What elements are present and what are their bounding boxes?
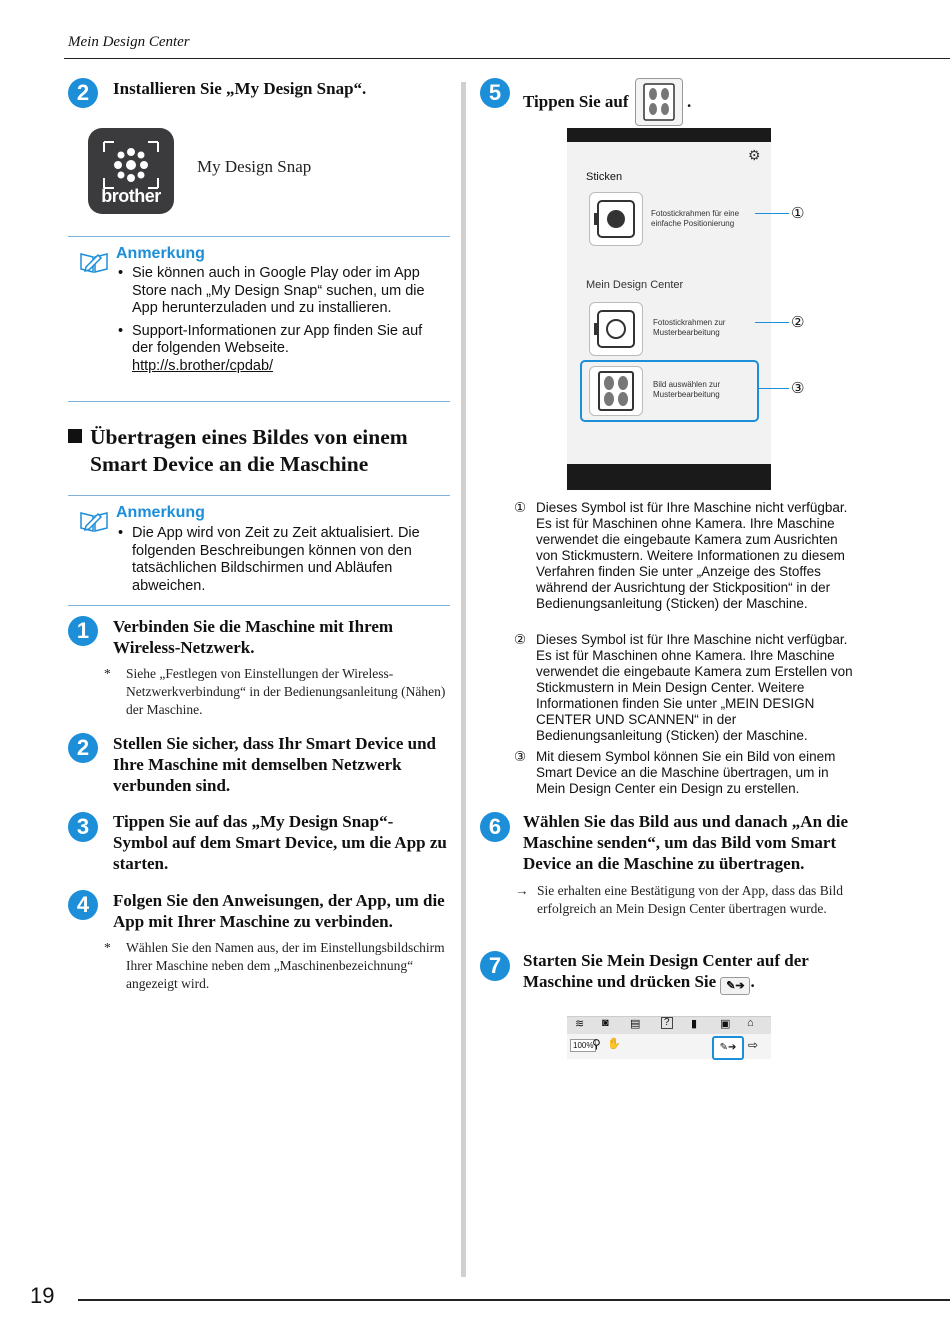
bobbin-icon[interactable]: ▮ [691, 1018, 698, 1030]
section-title-line2: Smart Device an die Maschine [90, 452, 369, 476]
item-label: Fotostickrahmen für eine einfache Positionierung [651, 209, 740, 228]
callout-line [755, 213, 789, 214]
note-title: Anmerkung [116, 245, 205, 262]
my-design-snap-app-icon[interactable] [88, 128, 174, 214]
arrow-mark: → [515, 883, 529, 898]
step-title: Tippen Sie auf das „My Design Snap“-Symbol auf dem Smart Device, um die App zu starten. [113, 812, 447, 873]
step-title: Verbinden Sie die Maschine mit Ihrem Wireless-Netzwerk. [113, 617, 394, 657]
search-icon[interactable]: ⚲ [592, 1037, 601, 1051]
note-box [68, 236, 450, 402]
legend-text: Dieses Symbol ist für Ihre Maschine nicht verfügbar. Es ist für Maschinen ohne Kamera. Ihre Maschine verwendet die eingebaute Kamera zum Erstellen von Stickmustern in Mein Design Center. Weitere Informationen finden Sie unter „MEIN DESIGN CENTER UND SCANNEN“ in der Bedienungsanleitung (Sticken) der Maschine. [536, 632, 853, 743]
step-subnote-text: Wählen Sie den Namen aus, der im Einstellungsbildschirm Ihrer Maschine neben dem „Maschinenbezeichnung“ angezeigt wird. [126, 940, 445, 991]
toolbar-top-row [567, 1017, 771, 1034]
app-name: My Design Snap [197, 157, 312, 176]
section-label-sticken: Sticken [586, 171, 623, 183]
support-link[interactable]: http://s.brother/cpdab/ [132, 357, 274, 374]
step-title-text: Starten Sie Mein Design Center auf der Maschine und drücken Sie [523, 951, 809, 991]
legend-number: ① [514, 500, 527, 515]
zoom-level[interactable]: 100% [570, 1039, 596, 1052]
step-title-text: Tippen Sie auf [523, 92, 629, 111]
item-label: Fotostickrahmen zur Musterbearbeitung [653, 318, 726, 337]
step-number-badge: 2 [68, 78, 98, 108]
step-number-badge: 7 [480, 951, 510, 981]
page-number: 19 [30, 1283, 55, 1308]
select-image-button[interactable] [589, 366, 643, 416]
step-number-badge: 4 [68, 890, 98, 920]
camera-icon[interactable]: ◙ [602, 1017, 609, 1029]
item-label: Bild auswählen zur Musterbearbeitung [653, 380, 721, 399]
note-box [68, 495, 450, 606]
machine-toolbar [567, 1016, 771, 1059]
step-title [523, 950, 868, 995]
image-select-icon[interactable] [635, 78, 683, 126]
legend-item-3 [514, 749, 859, 797]
step-title: Wählen Sie das Bild aus und danach „An die Maschine senden“, um das Bild vom Smart Device an die Maschine zu übertragen. [523, 812, 849, 873]
asterisk-mark: * [104, 666, 111, 681]
callout-2: ② [791, 314, 805, 331]
note-title: Anmerkung [116, 504, 205, 521]
callout-line [757, 388, 789, 389]
home-icon[interactable]: ⌂ [747, 1017, 754, 1029]
nav-bar [567, 464, 771, 490]
legend-text: Dieses Symbol ist für Ihre Maschine nicht verfügbar. Es ist für Maschinen ohne Kamera. Ihre Maschine verwendet die eingebaute Kamera zum Ausrichten von Stickmustern. Weitere Informationen zu diesem Verfahren finden Sie unter „Anzeige des Stoffes während der Ausrichtung der Stickposition“ in der Bedienungsanleitung (Sticken) der Maschine. [536, 500, 848, 611]
header-rule [64, 58, 950, 59]
note-bullet: • Die App wird von Zeit zu Zeit aktualisiert. Die folgenden Beschreibungen können von den tatsächlichen Bildschirmen und Abläufen abweichen. [118, 525, 438, 595]
step-subnote [104, 665, 446, 719]
help-icon[interactable]: ? [661, 1017, 673, 1029]
step-title: Folgen Sie den Anweisungen, der App, um die App mit Ihrer Maschine zu verbinden. [113, 891, 445, 931]
step-subnote-text: Sie erhalten eine Bestätigung von der App, dass das Bild erfolgreich an Mein Design Center übertragen wurde. [537, 883, 843, 916]
photo-hoop-positioning-button[interactable] [589, 192, 643, 246]
legend-item-1 [514, 500, 859, 612]
transfer-button-highlight[interactable]: ✎➔ [712, 1036, 744, 1060]
step-subnote [104, 939, 446, 993]
step-number-badge: 1 [68, 616, 98, 646]
step-subnote-text: Siehe „Festlegen von Einstellungen der Wireless-Netzwerkverbindung“ in der Bedienungsanleitung (Nähen) der Maschine. [126, 666, 446, 717]
step-title: Stellen Sie sicher, dass Ihr Smart Device und Ihre Maschine mit demselben Netzwerk verbunden sind. [113, 734, 437, 795]
hand-icon[interactable]: ✋ [607, 1038, 621, 1050]
gear-icon[interactable]: ⚙ [748, 149, 761, 164]
footer-rule [78, 1299, 950, 1301]
callout-line [755, 322, 789, 323]
note-body [118, 525, 438, 595]
column-divider [461, 82, 466, 1277]
step-title-suffix: . [687, 92, 692, 111]
app-icon-logo-text: brother [101, 186, 161, 206]
note-pencil-icon [80, 251, 108, 273]
step-number-badge: 5 [480, 78, 510, 108]
section-title-line1: Übertragen eines Bildes von einem [90, 425, 408, 449]
legend-number: ③ [514, 749, 527, 764]
step-number-badge: 3 [68, 812, 98, 842]
transfer-icon[interactable]: ✎➔ [720, 977, 750, 995]
callout-1: ① [791, 205, 805, 222]
step-title [523, 78, 691, 126]
app-screenshot [567, 128, 771, 490]
note-bullet-text: Support-Informationen zur App finden Sie auf der folgenden Webseite. [132, 322, 423, 356]
running-header: Mein Design Center [68, 34, 190, 50]
note-bullet [118, 323, 438, 376]
callout-3: ③ [791, 380, 805, 397]
photo-hoop-editing-button[interactable] [589, 302, 643, 356]
document-icon[interactable]: ▤ [630, 1018, 641, 1030]
note-bullet: • Sie können auch in Google Play oder im App Store nach „My Design Snap“ suchen, um die App herunterzuladen und zu installieren. [118, 265, 438, 318]
step-title-suffix: . [750, 972, 755, 991]
lock-icon[interactable]: ▣ [720, 1018, 731, 1030]
note-body [118, 265, 438, 375]
step-title: Installieren Sie „My Design Snap“. [113, 79, 367, 98]
note-pencil-icon [80, 510, 108, 532]
section-square-icon [68, 429, 82, 443]
legend-text: Mit diesem Symbol können Sie ein Bild von einem Smart Device an die Maschine übertragen, um in Mein Design Center ein Design zu erstellen. [536, 749, 836, 796]
step-number-badge: 2 [68, 733, 98, 763]
step-subnote [515, 882, 867, 918]
section-title [68, 424, 408, 478]
status-bar [567, 128, 771, 142]
legend-number: ② [514, 632, 527, 647]
wifi-icon[interactable]: ≋ [575, 1018, 585, 1030]
legend-item-2 [514, 632, 859, 744]
asterisk-mark: * [104, 940, 111, 955]
export-icon[interactable]: ⇨ [748, 1038, 759, 1052]
step-number-badge: 6 [480, 812, 510, 842]
section-label-mein-design-center: Mein Design Center [586, 279, 684, 291]
